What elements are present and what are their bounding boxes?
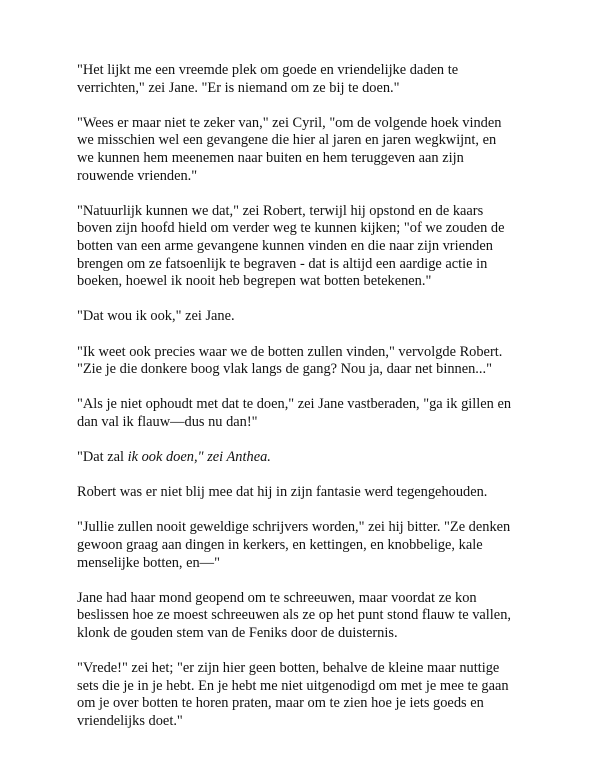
text-line: "Zie je die donkere boog vlak langs de gang? Nou ja, daar net binnen..."	[77, 361, 492, 378]
text-italic: ik ook doen," zei Anthea.	[127, 449, 271, 466]
text-line: boven zijn hoofd hield om verder weg te kunnen kijken; "of we zouden de	[77, 220, 505, 237]
text-line: "Dat wou ik ook," zei Jane.	[77, 308, 235, 325]
text-line: verrichten," zei Jane. "Er is niemand om ze bij te doen."	[77, 79, 400, 96]
paragraph	[77, 660, 537, 730]
text-line: we misschien wel een gevangene die hier al jaren en jaren wegkwijnt, en	[77, 132, 497, 149]
text-line: vriendelijks doet."	[77, 712, 183, 729]
paragraph	[77, 308, 537, 326]
text-line: boeken, hoewel ik nooit heb begrepen wat botten betekenen."	[77, 273, 432, 290]
text-line: "Ik weet ook precies waar we de botten zullen vinden," vervolgde Robert.	[77, 343, 503, 360]
text-line: om je over botten te horen praten, maar om te zien hoe je iets goeds en	[77, 695, 484, 712]
text-line: sets die je in je hebt. En je hebt me niet uitgenodigd om met je mee te gaan	[77, 677, 509, 694]
text-line: rouwende vrienden."	[77, 167, 198, 184]
paragraph	[77, 590, 537, 643]
text-line: "Wees er maar niet te zeker van," zei Cyril, "om de volgende hoek vinden	[77, 114, 502, 131]
text-line: menselijke botten, en—"	[77, 554, 220, 571]
text-line: Jane had haar mond geopend om te schreeuwen, maar voordat ze kon	[77, 589, 477, 606]
text-line: beslissen hoe ze moest schreeuwen als ze op het punt stond flauw te vallen,	[77, 607, 511, 624]
text-line: botten van een arme gevangene kunnen vinden en die naar zijn vrienden	[77, 237, 493, 254]
paragraph	[77, 344, 537, 379]
text-line: Robert was er niet blij mee dat hij in zijn fantasie werd tegengehouden.	[77, 484, 488, 501]
text-line: "Natuurlijk kunnen we dat," zei Robert, terwijl hij opstond en de kaars	[77, 202, 484, 219]
story-text	[77, 62, 537, 748]
text-line: "Jullie zullen nooit geweldige schrijvers worden," zei hij bitter. "Ze denken	[77, 519, 511, 536]
paragraph	[77, 449, 537, 467]
paragraph	[77, 396, 537, 431]
text-line: "Vrede!" zei het; "er zijn hier geen botten, behalve de kleine maar nuttige	[77, 660, 500, 677]
text-regular: "Dat zal	[77, 449, 128, 466]
paragraph	[77, 203, 537, 291]
text-line: "Het lijkt me een vreemde plek om goede en vriendelijke daden te	[77, 62, 459, 78]
text-line: "Als je niet ophoudt met dat te doen," zei Jane vastberaden, "ga ik gillen en	[77, 396, 512, 413]
text-line: we kunnen hem meenemen naar buiten en hem teruggeven aan zijn	[77, 149, 464, 166]
paragraph	[77, 115, 537, 185]
text-line: dan val ik flauw—dus nu dan!"	[77, 413, 258, 430]
paragraph	[77, 62, 537, 97]
text-line: gewoon graag aan dingen in kerkers, en kettingen, en knobbelige, kale	[77, 537, 483, 554]
paragraph	[77, 484, 537, 502]
text-line	[77, 449, 537, 467]
paragraph	[77, 519, 537, 572]
text-line: brengen om ze fatsoenlijk te begraven - dat is altijd een aardige actie in	[77, 255, 488, 272]
text-line: klonk de gouden stem van de Feniks door de duisternis.	[77, 625, 398, 641]
